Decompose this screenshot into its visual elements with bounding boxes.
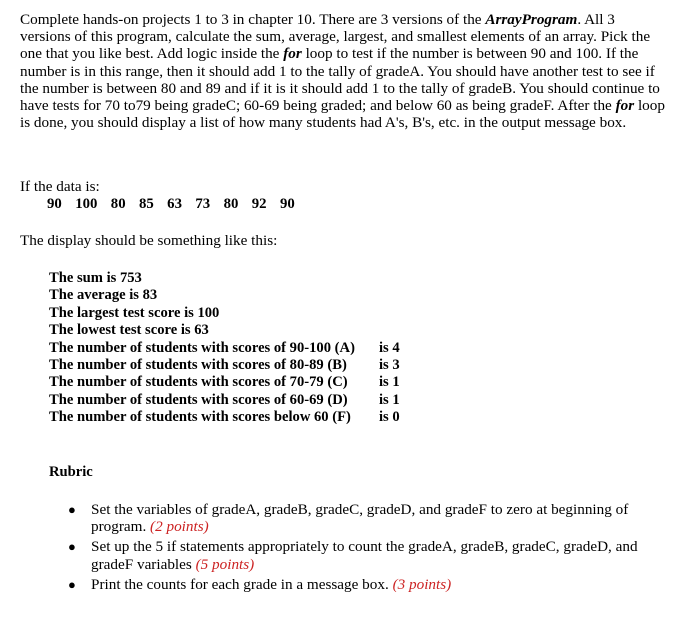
- rubric-item-text: Set the variables of gradeA, gradeB, gradeC, gradeD, and gradeF to zero at beginning of program.: [91, 501, 629, 536]
- rubric-item-points: (5 points): [195, 555, 255, 573]
- output-line: [49, 305, 355, 322]
- rubric-list: [68, 501, 668, 596]
- sample-output: [49, 270, 400, 427]
- for-keyword-1: for: [283, 45, 302, 63]
- output-line: [49, 391, 400, 409]
- output-line: [49, 287, 355, 304]
- output-line: [49, 409, 400, 426]
- output-line-text: The lowest test score is 63: [49, 322, 209, 339]
- bullet-icon: ●: [68, 576, 76, 592]
- instructions-part-4: loop is done, you should display a list of how many students had A's, B's, etc. in the output message box.: [20, 97, 665, 132]
- output-line-text: The average is 83: [49, 287, 158, 304]
- rubric-item: [68, 576, 668, 593]
- rubric-title: Rubric: [49, 464, 93, 480]
- bullet-icon: ●: [68, 502, 76, 517]
- output-line-value: is 3: [379, 356, 400, 373]
- output-line-value: is 4: [379, 339, 400, 356]
- output-line: [49, 374, 400, 391]
- for-keyword-2: for: [615, 97, 635, 115]
- bullet-icon: ●: [68, 539, 76, 555]
- rubric-item: [68, 501, 668, 535]
- output-line-text: The number of students with scores of 90-100 (A): [49, 339, 355, 356]
- program-name: ArrayProgram: [485, 11, 578, 28]
- data-label: If the data is:: [20, 178, 100, 195]
- rubric-item: [68, 538, 668, 572]
- output-line-value: is 1: [379, 374, 400, 391]
- instructions-part-1: Complete hands-on projects 1 to 3 in chapter 10. There are 3 versions of the: [20, 11, 486, 28]
- data-values: 90 100 80 85 63 73 80 92 90: [47, 196, 295, 212]
- display-intro: The display should be something like this:: [20, 232, 278, 249]
- output-line-text: The sum is 753: [49, 270, 142, 286]
- output-line: [49, 356, 400, 374]
- output-line: [49, 270, 355, 287]
- output-line-text: The number of students with scores of 70-79 (C): [49, 374, 348, 391]
- output-line-value: is 0: [379, 409, 400, 426]
- output-line: [49, 322, 355, 339]
- rubric-item-text: Set up the 5 if statements appropriately to count the gradeA, gradeB, gradeC, gradeD, and gradeF variables: [91, 538, 638, 573]
- rubric-item-points: (2 points): [150, 518, 209, 536]
- output-line-text: The number of students with scores of 80-89 (B): [49, 356, 347, 373]
- rubric-item-points: (3 points): [392, 575, 452, 593]
- instructions-part-2: . All 3 versions of this program, calculate the sum, average, largest, and smallest elements of an array. Pick the one that you like best. Add logic inside the: [20, 11, 651, 63]
- output-line-text: The number of students with scores below 60 (F): [49, 409, 351, 426]
- instructions-part-3: loop to test if the number is between 90 and 100. If the number is in this range, then it should add 1 to the tally of gradeA. You should have another test to see if the number is between 80 and 89 and if it is it should add 1 to the tally of gradeB. You should continue to have tests for 70 to79 being gradeC; 60-69 being graded; and below 60 as being gradeF. After the: [20, 45, 660, 115]
- output-line-value: is 1: [379, 391, 400, 408]
- output-line-text: The number of students with scores of 60-69 (D): [49, 391, 348, 408]
- output-line-text: The largest test score is 100: [49, 304, 220, 321]
- rubric-item-text: Print the counts for each grade in a message box.: [91, 575, 393, 593]
- output-line: [49, 339, 400, 357]
- instructions-paragraph: [20, 11, 668, 131]
